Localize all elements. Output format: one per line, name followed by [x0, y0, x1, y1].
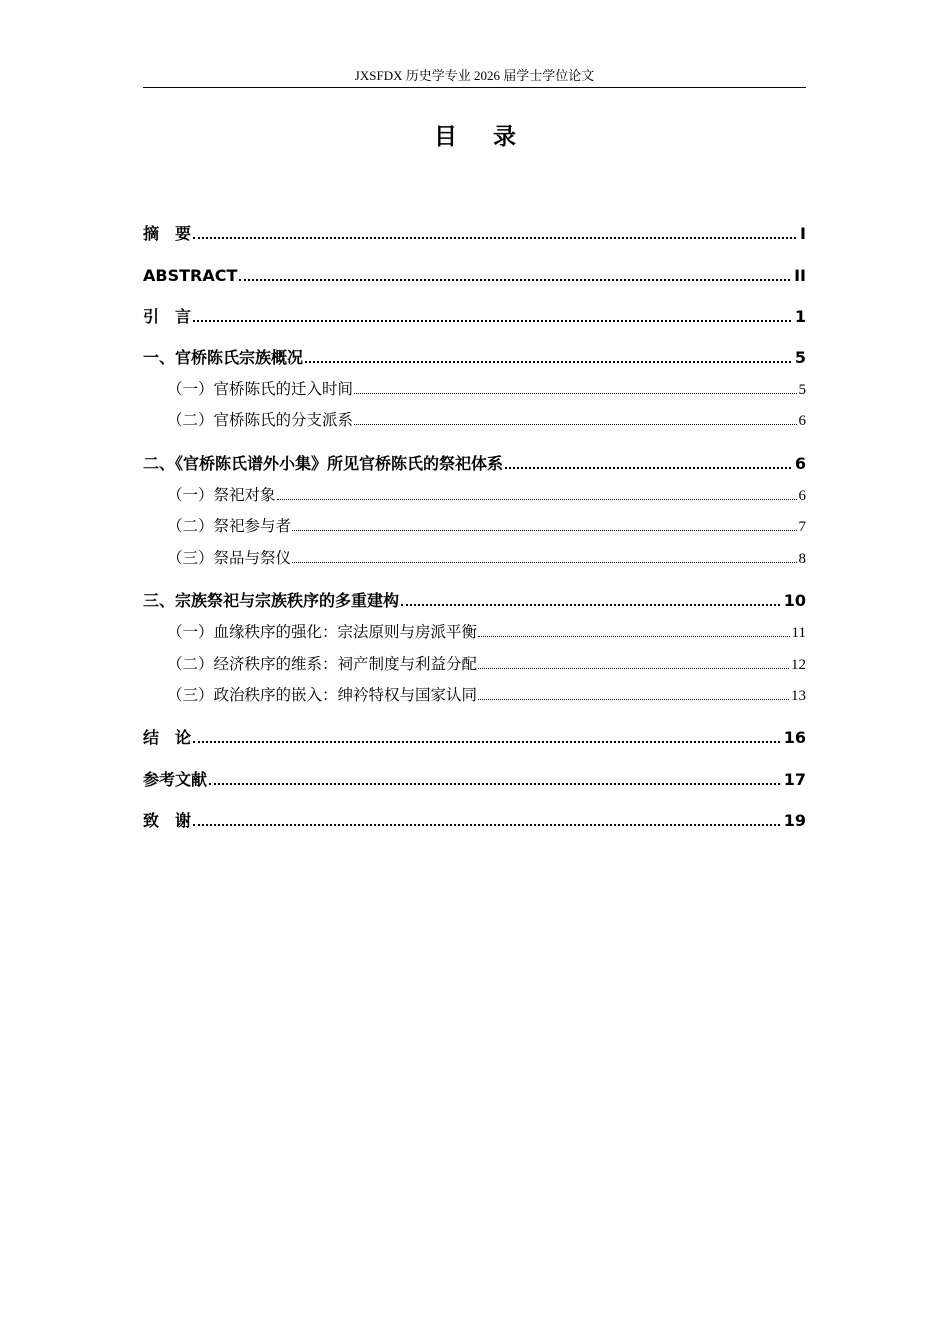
dot-leader — [193, 824, 780, 826]
dot-leader — [193, 237, 796, 239]
dot-leader — [354, 393, 796, 394]
dot-leader — [478, 699, 789, 700]
toc-entry-label: 摘 要 — [143, 224, 192, 243]
dot-leader — [193, 320, 791, 322]
toc-entry-section-2-1[interactable] — [143, 484, 806, 507]
toc-entry-page: 11 — [791, 625, 806, 641]
toc-entry-page: 16 — [783, 728, 806, 747]
dot-leader — [193, 741, 780, 743]
toc-entry-page: 12 — [791, 657, 806, 673]
toc-entry-page: 7 — [798, 519, 806, 535]
toc-entry-page: 6 — [798, 488, 806, 504]
dot-leader — [354, 424, 796, 425]
dot-leader — [505, 467, 791, 469]
toc-entry-section-3-2[interactable] — [143, 653, 806, 676]
dot-leader — [478, 668, 789, 669]
toc-entry-label: 二、《官桥陈氏谱外小集》所见官桥陈氏的祭祀体系 — [143, 454, 504, 473]
dot-leader — [277, 499, 797, 500]
toc-entry-page: 13 — [791, 688, 806, 704]
toc-entry-page: 17 — [783, 770, 806, 789]
dot-leader — [209, 783, 780, 785]
toc-title: 目录 — [434, 124, 552, 150]
dot-leader — [292, 530, 796, 531]
toc-entry-abstract-cn[interactable] — [143, 223, 806, 245]
toc-entry-page: 5 — [798, 382, 806, 398]
toc-entry-label: （二）祭祀参与者 — [167, 517, 292, 535]
toc-entry-section-2-2[interactable] — [143, 515, 806, 538]
toc-entry-label: （三）祭品与祭仪 — [167, 549, 292, 567]
toc-entry-introduction[interactable] — [143, 306, 806, 328]
toc-entry-chapter-1[interactable] — [143, 347, 806, 369]
toc-entry-section-3-1[interactable] — [143, 621, 806, 644]
toc-entry-section-2-3[interactable] — [143, 547, 806, 570]
toc-entry-label: （二）经济秩序的维系：祠产制度与利益分配 — [167, 655, 478, 673]
toc-entry-chapter-2[interactable] — [143, 453, 806, 475]
dot-leader — [239, 279, 790, 281]
toc-entry-label: （一）血缘秩序的强化：宗法原则与房派平衡 — [167, 623, 478, 641]
toc-entry-label: （二）官桥陈氏的分支派系 — [167, 411, 354, 429]
dot-leader — [292, 562, 796, 563]
toc-entry-page: 19 — [783, 811, 806, 830]
toc-entry-page: 6 — [794, 454, 806, 473]
toc-entry-page: I — [800, 224, 806, 243]
running-header: JXSFDX 历史学专业 2026 届学士学位论文 — [143, 66, 806, 88]
toc-entry-label: 致 谢 — [143, 811, 192, 830]
toc-entry-label: （一）祭祀对象 — [167, 486, 276, 504]
toc-entry-label: 结 论 — [143, 728, 192, 747]
toc-entry-conclusion[interactable] — [143, 727, 806, 749]
toc-entry-chapter-3[interactable] — [143, 590, 806, 612]
toc-entry-page: 6 — [798, 413, 806, 429]
toc-entry-page: II — [794, 266, 806, 285]
toc-entry-label: （三）政治秩序的嵌入：绅衿特权与国家认同 — [167, 686, 478, 704]
toc-entry-section-1-1[interactable] — [143, 378, 806, 401]
dot-leader — [401, 604, 780, 606]
toc-entry-page: 5 — [794, 348, 806, 367]
dot-leader — [478, 636, 790, 637]
toc-entry-label: （一）官桥陈氏的迁入时间 — [167, 380, 354, 398]
toc-entry-section-3-3[interactable] — [143, 684, 806, 707]
toc-entry-label: 参考文献 — [143, 770, 208, 789]
toc-entry-label: 引 言 — [143, 307, 192, 326]
toc-entry-label: ABSTRACT — [143, 266, 238, 285]
toc-entry-section-1-2[interactable] — [143, 409, 806, 432]
toc-entry-abstract-en[interactable] — [143, 265, 806, 287]
toc-entry-page: 10 — [783, 591, 806, 610]
toc-entry-label: 三、宗族祭祀与宗族秩序的多重建构 — [143, 591, 400, 610]
toc-entry-page: 8 — [798, 551, 806, 567]
toc-entry-acknowledgements[interactable] — [143, 810, 806, 832]
toc-entry-label: 一、官桥陈氏宗族概况 — [143, 348, 304, 367]
toc-entry-page: 1 — [794, 307, 806, 326]
dot-leader — [305, 361, 791, 363]
toc-entry-references[interactable] — [143, 769, 806, 791]
